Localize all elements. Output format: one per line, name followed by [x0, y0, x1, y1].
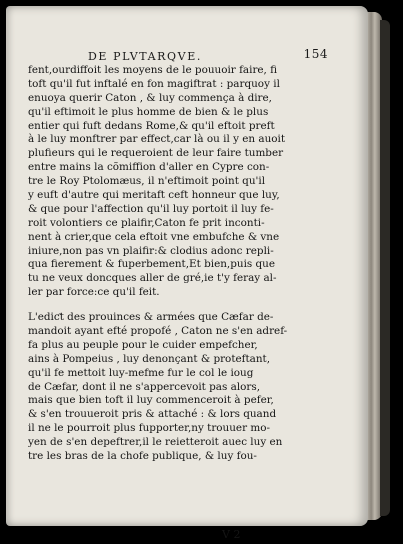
text-line: fa plus au peuple pour le cuider empefcher,: [28, 338, 258, 351]
text-line: à le luy monftrer par effect,car là ou il y en auoit: [28, 133, 286, 146]
text-line: & s'en trouueroit pris & attaché : & lors quand: [28, 408, 277, 421]
paragraph-2: [28, 311, 358, 464]
text-line: fent,ourdiffoit les moyens de le pouuoir faire, fi: [28, 64, 278, 76]
text-line: mandoit ayant efté propofé , Caton ne s'en adref-: [28, 325, 288, 338]
text-line: L'ediƈt des prouinces & armées que Cæfar de-: [28, 311, 274, 324]
text-line: ler par force:ce qu'il feit.: [28, 286, 160, 299]
running-head: DE PLVTARQVE.: [88, 50, 202, 63]
text-line: iniure,non pas vn plaifir:& clodius adonc repli-: [28, 244, 274, 257]
text-line: qu'il fe mettoit luy-mefme fur le col le ioug: [28, 366, 254, 379]
text-line: mais que bien toft il luy commenceroit à pefer,: [28, 394, 274, 407]
text-line: il ne le pourroit plus fupporter,ny trouuer mo-: [28, 422, 270, 435]
body-text: [28, 64, 358, 464]
paragraph-spacer: [28, 300, 358, 311]
text-line: toft qu'il fut inftalé en fon magiftrat : parquoy il: [28, 77, 280, 90]
text-line: roit volontiers ce plaifir,Caton fe prit inconti-: [28, 216, 265, 229]
page-number: 154: [303, 47, 328, 61]
text-line: y euft d'autre qui meritaft ceft honneur que luy,: [28, 189, 280, 202]
text-line: ains à Pompeius , luy denonçant & proteftant,: [28, 352, 271, 365]
catchword: V 2: [222, 528, 241, 541]
text-line: tre le Roy Ptolomæus, il n'eftimoit point qu'il: [28, 175, 266, 188]
text-line: nent à crier,que cela eftoit vne embufche & vne: [28, 230, 280, 243]
text-line: qua fierement & fuperbement,Et bien,puis que: [28, 258, 276, 271]
text-line: entre mains la cõmiffion d'aller en Cypre con-: [28, 161, 270, 174]
text-line: qu'il eftimoit le plus homme de bien & le plus: [28, 105, 269, 118]
text-line: plufieurs qui le requeroient de leur faire tumber: [28, 147, 284, 160]
text-line: de Cæfar, dont il ne s'appercevoit pas alors,: [28, 380, 261, 393]
text-line: enuoya querir Caton , & luy commença à dire,: [28, 91, 272, 104]
text-line: tre les bras de la chofe publique, & luy fou-: [28, 450, 257, 463]
text-line: yen de s'en depeftrer,il le reietteroit auec luy en: [28, 436, 283, 449]
book-cover-edge: [380, 20, 390, 516]
text-line: & que pour l'affection qu'il luy portoit il luy fe-: [28, 202, 274, 215]
text-line: entier qui fuft dedans Rome,& qu'il eftoit preft: [28, 119, 275, 132]
paragraph-1: [28, 64, 358, 300]
text-line: tu ne veux doncques aller de gré,ie t'y feray al-: [28, 272, 277, 285]
